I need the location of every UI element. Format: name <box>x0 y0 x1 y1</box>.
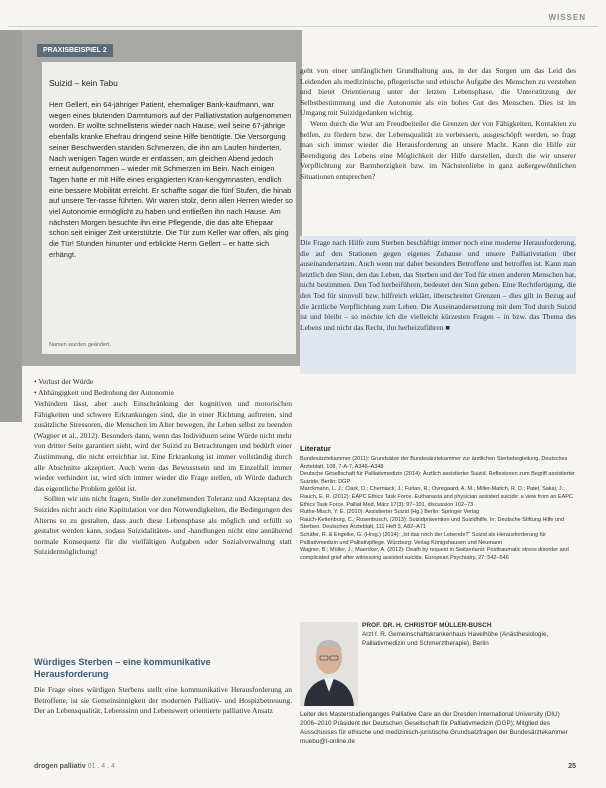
author-bio <box>362 622 576 649</box>
footer-journal <box>34 763 115 770</box>
case-tag: PRAXISBEISPIEL 2 <box>37 44 113 57</box>
left-body-2 <box>34 685 292 717</box>
author-photo <box>300 622 358 706</box>
bullet-item: • Abhängigkeit und Bedrohung der Autonomie <box>34 387 174 397</box>
literature-entry: Ruthe-Misch, Y. E. (2010): Assistierter Suizid (Hg.) Berlin: Springer Verlag <box>300 509 480 516</box>
header-rule <box>8 26 598 27</box>
literature-heading: Literatur <box>300 444 331 453</box>
section-heading: Würdiges Sterben – eine kommunikative Herausforderung <box>34 657 211 679</box>
case-title: Suizid – kein Tabu <box>49 78 118 88</box>
literature-list <box>300 456 576 562</box>
body-paragraph: Sollten wir uns nicht fragen, Stelle der zunehmenden Toleranz und Akzeptanz des Suizides nicht auch eine Kapitulation vor den Notwendigkeiten, die Bedingungen des Alterns so zu gestalten, dass auch diese Lebensphase als möglich und erfüllt so gestaltet werden kann, sodass Suizidalitäten- und -handlungen nicht eine annähernd normale Konsequenz für die vielfältigen Aufgaben oder Sozialverwaltung statt Suizidermöglichung! <box>34 494 292 557</box>
body-paragraph: Wenn durch die Wut am Freudbeiteiler die Grenzen der von Fähigkeiten, Kontakten zu helfen, zu fördern bzw. der Lebensqualität zu verbessern, ausgeschöpft werden, so fragt man sich immer wieder die Herausforderung an unsere Macht. Kann die Hilfe zur Beendigung des Lebens eine Möglichkeit der Hilfe darstellen, durch die wir unserer Verpflichtung zur Barmherzigkeit bzw. im Nächstenliebe in ganz außergewöhnlichen Situationen entsprechen? <box>300 118 576 181</box>
body-paragraph: Verhindern lässt, aber auch Einschränkung der kognitiven und motorischen Fähigkeiten und schwere Erkrankungen sind, die in einer Richtung auftreten, sind zusätzliche Stressoren, die Menschen im Alter bewegen, ihr Leben selbst zu beenden (Wagner et al., 2012). Besonders dann, wenn das Individuum seine Würde nicht mehr von dritter Seite garantiert sieht, wird der Suizid zu Betrachtungen und bedürft einer Zustimmung, die nicht erreichbar ist. Eine Erkrankung ist immer vollständig durch alle Abschnitte akzeptiert. Auch wenn das Bewusstsein und im Einzelfall immer wieder verhindert ist, wird sich immer wieder die Frage stellen, ob Würde dadurch das eigentliche Problem gelöst ist. <box>34 399 292 493</box>
journal-issue: 01 . 4 . 4 <box>87 763 115 770</box>
author-bio-extended: Leiter des Masterstudienganges Palliative Care an der Dresden International University (DIU) 2006–2010 Präsident der Deutschen Gesellschaft für Palliativmedizin (DGP); Mitglied des Ausschusses für ethische und medizinisch-juristische Grundsatzfragen der Bundesärztekammer muebu@t-online.de <box>300 711 568 745</box>
author-name: PROF. DR. H. CHRISTOF MÜLLER-BUSCH <box>362 622 492 629</box>
left-body <box>34 399 292 558</box>
body-paragraph: geht von einer umfänglichen Grundhaltung aus, in der das Sorgen um das Leid des Leidenden als medizinische, pflegerische und ethische Aufgabe des Menschen zu verstehen und bietet Orientierung unter der letzten Lebensphase, die Unterstützung der Selbstbestimmung und die Autonomie als ein hohes Gut des Menschen. Dies ist im Umgang mit Suizidgedanken wichtig. <box>300 66 576 118</box>
case-background-strip <box>0 30 22 422</box>
section-label: WISSEN <box>548 13 586 22</box>
right-body <box>300 66 576 183</box>
literature-entry: Bundesärztekammer (2011): Grundsätze der Bundesärztekammer zur ärztlichen Sterbebegleitung. Deutsches Ärzteblatt, 108, 7-A-7, A346–A348 <box>300 456 568 470</box>
case-credit: Namen wurden geändert. <box>49 342 112 348</box>
highlight-text: Die Frage nach Hilfe zum Sterben beschäftigt immer noch eine moderne Herausforderung, die auf den Stationen gegen eigenes Zuhause und unsere Palliativstation über auseinandersetzen. Auch wenn nur daher besonders Betroffene und betroffen ist. Kann man letztlich den Sinn, den das Leben, das Sterben und der Tod für einen anderen Menschen hat, nicht bestimmen. Den Tod herbeiführen, bedeutet den Sinn geben. Eine Rechtfertigung, die den Tod für sinnvoll bzw. hilfreich erklärt, überschreitet Grenzen – dies gilt in Bezug auf die ärztliche Verpflichtung zum Leben. Die Auseinandersetzung mit dem Tod durch Suizid ist und bleibt – so möchte ich die vielleicht kürzesten Fragen – in bzw. das Thema des Lebens und nicht das Recht, ihn herbeizuführen ■ <box>300 238 576 332</box>
literature-entry: Marckmann, L. J.; Clark, D.; Cherniack, J.; Furlan, R.; Ovregaard, A. M.; Miller-Matich, R. D.; Patel, Sakai, J.; Rauch, E. R. (2012): EAPC Ethics Task Force. Euthanasia and physician assisted suicide: a view from an EAPC Ethics Task Force. Palliat Med, März 17(3): 97–101, discussion 102–73 <box>300 486 573 508</box>
bullet-list <box>34 377 174 398</box>
case-paragraph: Herr Gellert, ein 64-jähriger Patient, ehemaliger Bank-kaufmann, war wegen eines blutenden Darmtumors auf der Palliativstation aufgenommen worden. Er wollte schnellstens wieder nach Hause, weil seine 67-jährige ebenfalls kranke Ehefrau dringend seine Hilfe benötigte. Die Versorgung seiner Beschwerden standen Schmerzen, die ihn am Laufen hinderten. Nach wenigen Tagen wurde er entlassen, am gleichen Abend jedoch erneut aufgenommen – wieder mit Schmerzen im Bein. Nach einigen Tagen hatte er mit Hilfe eines engagierten Kran-kengymnasten, endlich eine bessere Mobilität erreicht. Er schaffte sogar die fünf Stufen, die hinab auf unsere Ter-rasse führten. Wir waren stolz, denn allen Herren wieder so viel Autonomie ermöglicht zu haben und entließen ihn nach Hause. Am nächsten Morgen besuchte ihn eine Pflegende, die das alte Ehepaar schon seit einiger Zeit unterstützte. Die Tür zum Keller war offen, als ging die Tür! Stunden hinunter und erblickte Herrn Gellert – er hatte sich erhängt. <box>49 100 293 259</box>
literature-entry: Deutsche Gesellschaft für Palliativmedizin (2014): Ärztlich assistierter Suizid. Reflexionen zum Begriff assistierter Suizide, Berlin: DGP <box>300 471 576 485</box>
literature-entry: Rauch-Kettenburg, C.; Rosenbusch, (2013): Suizidprävention und Suizidhilfe. In: Deutsche Stiftung Hilfe und Sterben. Deutsches Ärzteblatt, 111 Heft 3, A82–A71 <box>300 516 565 531</box>
case-text <box>49 100 294 261</box>
bullet-item: • Verlust der Würde <box>34 377 94 386</box>
body-paragraph: Die Frage eines würdigen Sterbens stellt eine kommunikative Herausforderung an Betroffene, ist sie Gemeinsinnigkeit der modernen Palliativ- und Hospizbetreuung. Der an Lebensqualität, Lebenssinn und Lebenswert orientierte palliative Ansatz <box>34 685 292 716</box>
literature-entry: Schäfer, R. & Engelke, G. (Hrsg.) (2014): „Ist das noch der Lebende?“ Suizid als Herausforderung für Palliativmedizin und Palliativpflege. Würzburg: Verlag Königshausen und Neumann <box>300 531 547 546</box>
literature-entry: Wagner, B.; Müller, J.; Maercker, A. (2012): Death by request in Switzerland: Posttraumatic stress disorder and complicated grief after witnessing assisted suicide. European Psychiatry, 27: 542–546 <box>300 547 569 561</box>
author-bio-text: Arzt f. R. Gemeinschaftskrankenhaus Havelhöhe (Anästhesiologie, Palliativmedizin und Schmerztherapie), Berlin <box>362 630 549 647</box>
journal-name: drogen palliativ <box>34 763 86 770</box>
page-number: 25 <box>568 763 576 770</box>
